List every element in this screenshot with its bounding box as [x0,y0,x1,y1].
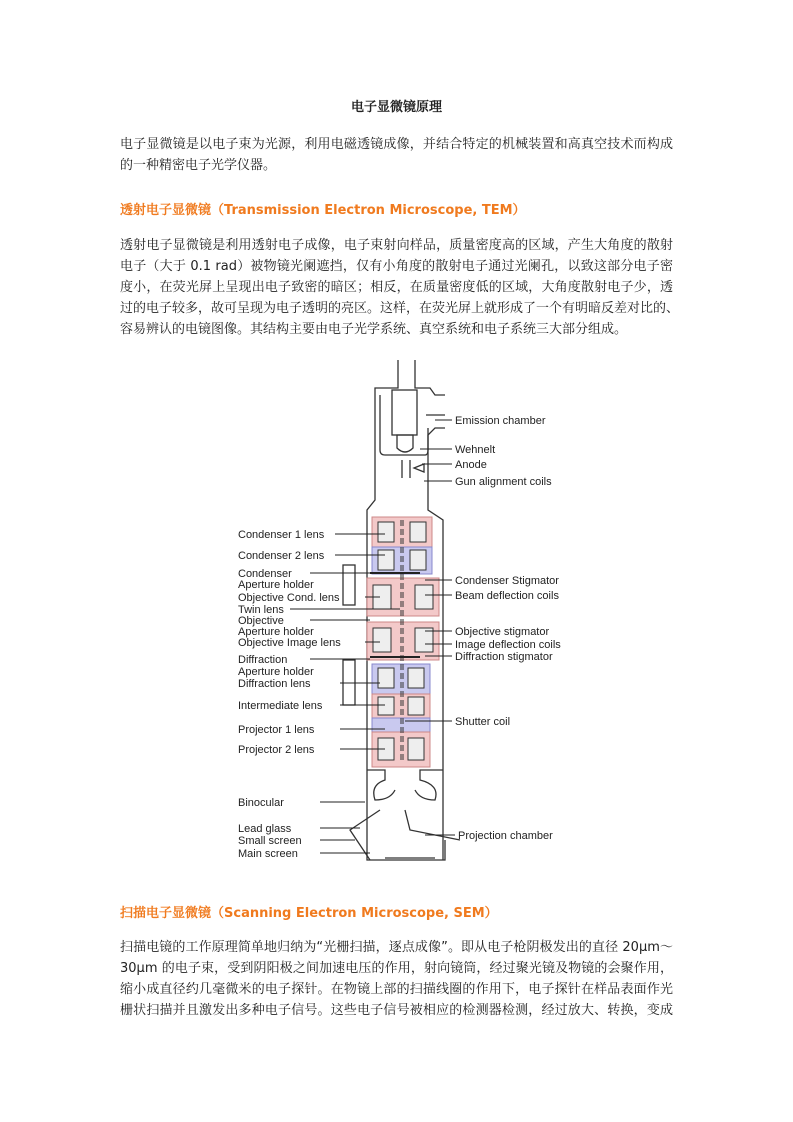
label: Gun alignment coils [455,476,552,488]
label: Emission chamber [455,415,546,427]
label: Anode [455,459,487,471]
sem-heading: 扫描电子显微镜（Scanning Electron Microscope, SEM） [120,906,498,921]
label: Intermediate lens [238,700,323,712]
label: Aperture holder [238,579,314,591]
label: Image deflection coils [455,639,561,651]
label: Projection chamber [458,830,553,842]
tem-structure-diagram [230,360,570,875]
text-line: 30μm 的电子束，受到阴阳极之间加速电压的作用，射向镜筒，经过聚光镜及物镜的会聚作用， [120,961,673,976]
left-labels [238,529,341,860]
label: Condenser [238,568,292,580]
label: Objective stigmator [455,626,550,638]
label: Aperture holder [238,626,314,638]
tem-heading: 透射电子显微镜（Transmission Electron Microscope, TEM） [120,203,526,218]
label: Binocular [238,797,284,809]
text-line: 电子显微镜是以电子束为光源，利用电磁透镜成像，并结合特定的机械装置和高真空技术而构成 [120,137,673,152]
label: Lead glass [238,823,292,835]
label: Diffraction lens [238,678,311,690]
label: Diffraction [238,654,288,666]
label: Projector 1 lens [238,724,315,736]
label: Aperture holder [238,666,314,678]
label: Objective [238,615,284,627]
label: Main screen [238,848,298,860]
page-title: 电子显微镜原理 [350,100,442,115]
right-labels [455,415,561,842]
text-line: 栅状扫描并且激发出多种电子信号。这些电子信号被相应的检测器检测，经过放大、转换，变成 [120,1003,673,1018]
label: Diffraction stigmator [455,651,553,663]
label: Objective Image lens [238,637,341,649]
label: Twin lens [238,604,284,616]
label: Shutter coil [455,716,511,728]
text-line: 容易辨认的电镜图像。其结构主要由电子光学系统、真空系统和电子系统三大部分组成。 [120,322,628,337]
text-line: 透射电子显微镜是利用透射电子成像，电子束射向样品，质量密度高的区域，产生大角度的散射 [120,238,673,253]
text-line: 缩小成直径约几毫微米的电子探针。在物镜上部的扫描线圈的作用下，电子探针在样品表面作光 [120,982,673,997]
label: Beam deflection coils [455,590,559,602]
label: Condenser Stigmator [455,575,559,587]
text-line: 过的电子较多，故可呈现为电子透明的亮区。这样，在荧光屏上就形成了一个有明暗反差对比的、 [120,301,680,316]
text-line: 度小，在荧光屏上呈现出电子致密的暗区；相反，在质量密度低的区域，大角度散射电子少，透 [120,280,673,295]
sem-paragraph [120,937,673,1021]
label: Small screen [238,835,302,847]
text-line: 电子（大于 0.1 rad）被物镜光阑遮挡，仅有小角度的散射电子通过光阑孔，以致这部分电子密 [120,259,673,274]
intro-paragraph [120,134,673,176]
label: Projector 2 lens [238,744,315,756]
label: Objective Cond. lens [238,592,340,604]
label: Condenser 2 lens [238,550,325,562]
text-line: 扫描电镜的工作原理简单地归纳为“光栅扫描，逐点成像”。即从电子枪阴极发出的直径 20μm～ [120,940,673,955]
text-line: 的一种精密电子光学仪器。 [120,158,277,173]
tem-paragraph [120,235,680,340]
label: Wehnelt [455,444,496,456]
label: Condenser 1 lens [238,529,325,541]
